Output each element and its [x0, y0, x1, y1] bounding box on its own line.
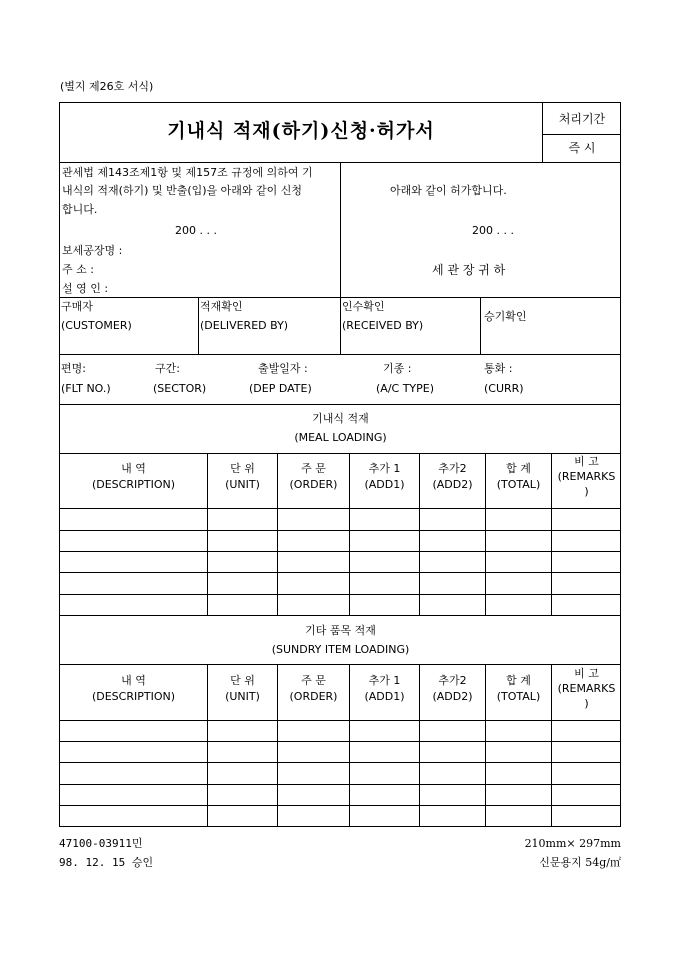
customer-label-en: (CUSTOMER): [61, 319, 132, 332]
approval-date-footer: 98. 12. 15 승인: [59, 856, 154, 869]
customer-label: 구매자: [61, 300, 93, 313]
delivered-label: 적재확인: [200, 300, 243, 313]
received-label-en: (RECEIVED BY): [342, 319, 424, 332]
approval-date: 200 . . .: [472, 224, 514, 237]
form-title: 기내식 적재(하기)신청·허가서: [167, 120, 435, 142]
meal-col-add2: 추가2 (ADD2): [432, 462, 473, 491]
meal-section-title-en: (MEAL LOADING): [294, 431, 387, 444]
meal-col-add1: 추가 1 (ADD1): [364, 462, 405, 491]
sundry-col-unit: 단 위 (UNIT): [225, 674, 260, 703]
application-text-3: 합니다.: [62, 203, 98, 216]
application-text-2: 내식의 적재(하기) 및 반출(입)을 아래와 같이 신청: [62, 184, 303, 197]
operator-field[interactable]: 설 영 인 :: [62, 282, 109, 295]
meal-col-total: 합 계 (TOTAL): [496, 462, 541, 491]
sundry-col-order: 주 문 (ORDER): [289, 674, 338, 703]
sector-label: 구간:: [155, 362, 180, 375]
paper-type: 신문용지 54g/㎡: [539, 856, 621, 869]
meal-col-description: 내 역 (DESCRIPTION): [91, 462, 176, 491]
flt-label: 편명:: [61, 362, 86, 375]
meal-col-unit: 단 위 (UNIT): [225, 462, 260, 491]
processing-value: 즉 시: [568, 141, 596, 155]
sundry-col-add1: 추가 1 (ADD1): [364, 674, 405, 703]
meal-section-title: 기내식 적재: [312, 412, 369, 425]
approval-addressee: 세 관 장 귀 하: [432, 263, 506, 277]
approval-text: 아래와 같이 허가합니다.: [390, 184, 507, 197]
meal-col-order: 주 문 (ORDER): [289, 462, 338, 491]
address-field[interactable]: 주 소 :: [62, 263, 94, 276]
sundry-col-description: 내 역 (DESCRIPTION): [91, 674, 176, 703]
flt-label-en: (FLT NO.): [61, 382, 111, 395]
meal-col-remarks: 비 고 (REMARKS ): [557, 455, 616, 498]
sundry-section-title: 기타 품목 적재: [305, 624, 376, 637]
processing-label: 처리기간: [558, 112, 606, 126]
sundry-section-title-en: (SUNDRY ITEM LOADING): [271, 643, 410, 656]
ac-type-label-en: (A/C TYPE): [376, 382, 435, 395]
application-text-1: 관세법 제143조제1항 및 제157조 규정에 의하여 기: [62, 166, 313, 179]
curr-label: 통화 :: [484, 362, 513, 375]
sundry-col-remarks: 비 고 (REMARKS ): [557, 667, 616, 710]
ac-type-label: 기종 :: [383, 362, 412, 375]
dep-date-label-en: (DEP DATE): [249, 382, 312, 395]
form-code: 47100-03911민: [59, 837, 143, 850]
sector-label-en: (SECTOR): [153, 382, 207, 395]
curr-label-en: (CURR): [484, 382, 524, 395]
sundry-col-add2: 추가2 (ADD2): [432, 674, 473, 703]
received-label: 인수확인: [342, 300, 385, 313]
boarding-confirm-label: 승기확인: [484, 310, 527, 323]
delivered-label-en: (DELIVERED BY): [200, 319, 289, 332]
warehouse-field[interactable]: 보세공장명 :: [62, 244, 123, 257]
dep-date-label: 출발일자 :: [258, 362, 308, 375]
application-date: 200 . . .: [175, 224, 217, 237]
form-reference: (별지 제26호 서식): [60, 80, 154, 93]
sundry-col-total: 합 계 (TOTAL): [496, 674, 541, 703]
paper-size: 210mm× 297mm: [524, 837, 621, 850]
